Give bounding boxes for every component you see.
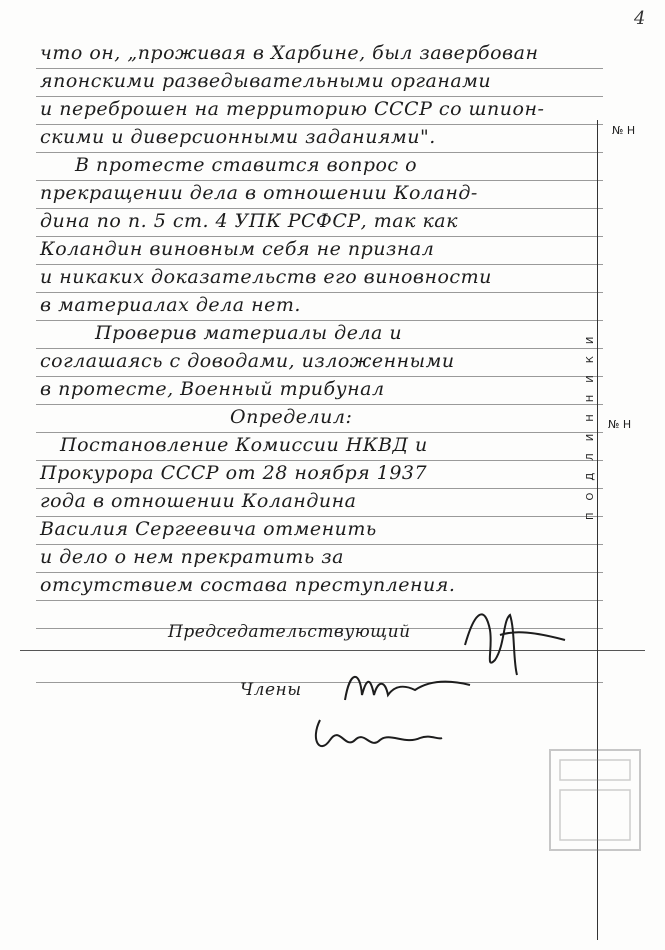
text-line: Постановление Комиссии НКВД и <box>60 434 428 456</box>
text-line: отсутствием состава преступления. <box>40 574 456 596</box>
ruled-line <box>36 208 603 209</box>
text-line: Прокурора СССР от 28 ноября 1937 <box>40 462 428 484</box>
ruled-line <box>36 152 603 153</box>
margin-vertical-text: ПОДЛИННИКИ <box>585 324 596 520</box>
ruled-line <box>36 68 603 69</box>
page-number: 4 <box>634 8 646 29</box>
text-line: и переброшен на территорию СССР со шпион- <box>40 98 545 120</box>
text-line: В протесте ставится вопрос о <box>75 154 418 176</box>
text-line: Коландин виновным себя не признал <box>40 238 435 260</box>
ruled-line <box>36 376 603 377</box>
text-line: что он, „проживая в Харбине, был завербован <box>40 42 539 64</box>
text-line: соглашаясь с доводами, изложенными <box>40 350 455 372</box>
ruled-line <box>36 544 603 545</box>
text-line: в материалах дела нет. <box>40 294 301 316</box>
text-line: прекращении дела в отношении Коланд- <box>40 182 478 204</box>
member-signature-2 <box>310 710 450 760</box>
text-line: Василия Сергеевича отменить <box>40 518 377 540</box>
ruled-line <box>36 96 603 97</box>
ruled-line <box>36 404 603 405</box>
text-line: и дело о нем прекратить за <box>40 546 344 568</box>
ruled-line <box>36 432 603 433</box>
ruled-line <box>36 180 603 181</box>
ruled-line <box>36 124 603 125</box>
text-line: и никаких доказательств его виновности <box>40 266 492 288</box>
ruled-line <box>36 516 603 517</box>
ruled-line <box>36 460 603 461</box>
text-line: дина по п. 5 ст. 4 УПК РСФСР, так как <box>40 210 458 232</box>
members-label: Члены <box>240 680 302 700</box>
ruled-line <box>36 682 603 683</box>
ruled-line <box>36 236 603 237</box>
text-line: Проверив материалы дела и <box>95 322 403 344</box>
chairman-label: Председательствующий <box>168 622 411 642</box>
ruled-line <box>36 320 603 321</box>
margin-number-label: № Н <box>612 124 636 137</box>
text-line: Определил: <box>230 406 353 428</box>
text-line: скими и диверсионными заданиями". <box>40 126 436 148</box>
text-line: японскими разведывательными органами <box>40 70 492 92</box>
text-line: в протесте, Военный трибунал <box>40 378 385 400</box>
text-line: года в отношении Коландина <box>40 490 357 512</box>
ruled-line <box>36 292 603 293</box>
ruled-line <box>36 264 603 265</box>
archive-stamp <box>545 745 645 855</box>
ruled-line <box>36 572 603 573</box>
ruled-line <box>36 348 603 349</box>
margin-number-label: № Н <box>608 418 632 431</box>
ruled-line <box>36 488 603 489</box>
